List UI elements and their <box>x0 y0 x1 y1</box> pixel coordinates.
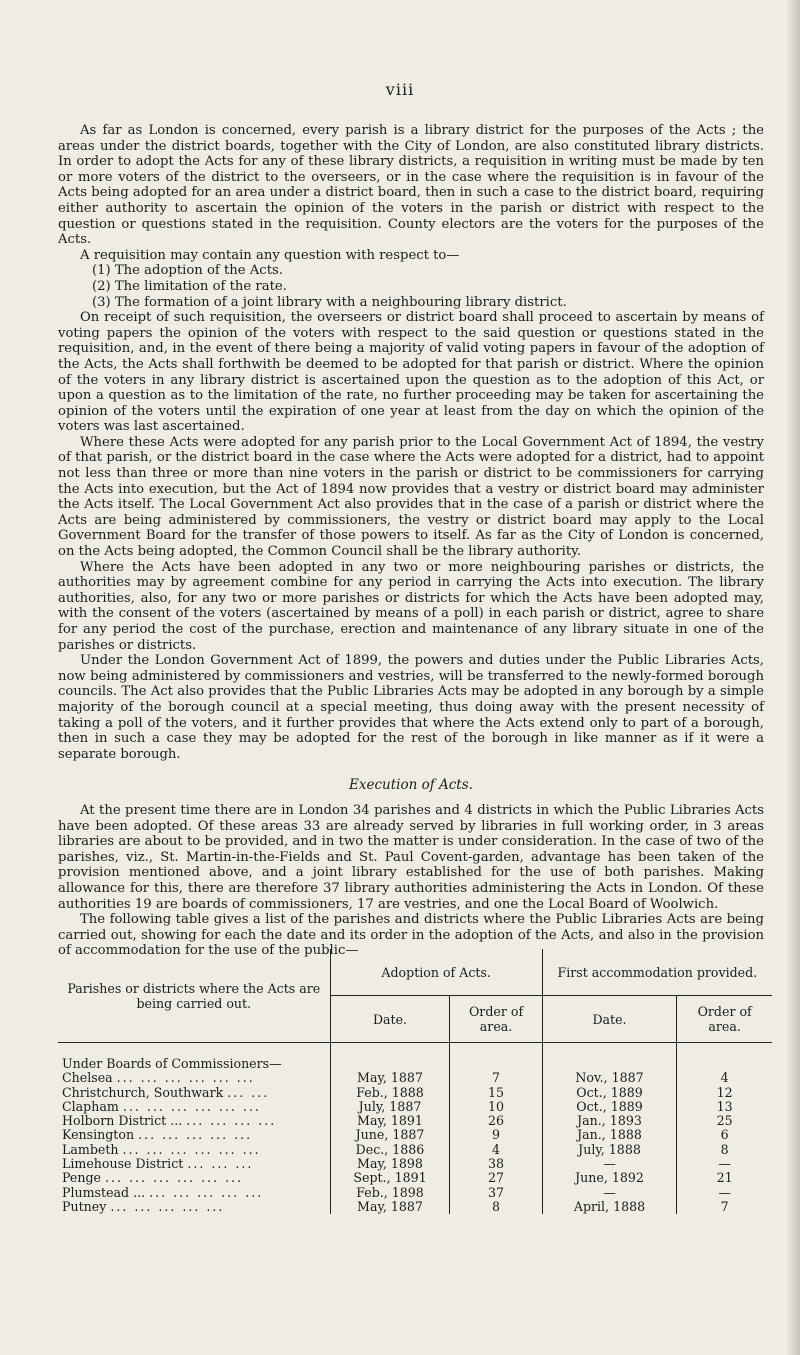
adoption-date-cell: Feb., 1898 <box>330 1186 450 1200</box>
table-row <box>58 1186 772 1200</box>
leader-dots: ... ... ... ... ... ... <box>122 1098 261 1114</box>
adoption-date-cell: May, 1887 <box>330 1071 450 1085</box>
paragraph: A requisition may contain any question with respect to— <box>80 247 460 263</box>
header-accommodation-date: Date. <box>542 996 677 1043</box>
adoption-order-cell: 4 <box>450 1143 542 1157</box>
paragraph: Under the London Government Act of 1899, the powers and duties under the Public Libraries Acts, now being administered by commissioners and vestries, will be transferred to the newly-formed borough councils. The Act also provides that the Public Libraries Acts may be adopted in any borough by a simple majority of the borough council at a special meeting, thus doing away with the present necessity of taking a poll of the voters, and it further provides that where the Acts extend only to part of a borough, then in such a case they may be adopted for the rest of the borough in like manner as if it were a separate borough. <box>58 653 764 762</box>
header-adoption-date: Date. <box>330 996 450 1043</box>
adoption-order-cell: 15 <box>450 1086 542 1100</box>
accommodation-order-cell: 13 <box>677 1100 772 1114</box>
parish-cell <box>58 1114 330 1128</box>
parish-cell <box>58 1186 330 1200</box>
accommodation-date-cell: — <box>542 1186 677 1200</box>
accommodation-order-cell: 8 <box>677 1143 772 1157</box>
adoption-order-cell: 10 <box>450 1100 542 1114</box>
paragraph: As far as London is concerned, every parish is a library district for the purposes of the Acts ; the areas under the district boards, together with the City of London, are also constituted library districts. In order to adopt the Acts for any of these library districts, a requisition in writing must be made by ten or more voters of the district to the overseers, or in the case where the requisition is in favour of the Acts being adopted for an area under a district board, then in such a case to the district board, requiring either authority to ascertain the opinion of the voters in the parish or district with respect to the question or questions stated in the requisition. County electors are the voters for the purposes of the Acts. <box>58 123 764 248</box>
adoption-date-cell: Feb., 1888 <box>330 1086 450 1100</box>
adoption-date-cell: May, 1891 <box>330 1114 450 1128</box>
accommodation-date-cell: — <box>542 1157 677 1171</box>
requisition-item <box>58 263 764 279</box>
accommodation-order-cell: 6 <box>677 1128 772 1142</box>
leader-dots: ... ... <box>227 1084 270 1100</box>
leader-dots: ... ... ... ... ... <box>138 1127 253 1143</box>
accommodation-order-cell: 25 <box>677 1114 772 1128</box>
parish-name: Plumstead ... <box>62 1184 146 1200</box>
parish-name: Clapham <box>62 1098 119 1114</box>
accommodation-date-cell: July, 1888 <box>542 1143 677 1157</box>
table-body <box>58 1043 772 1215</box>
table-row <box>58 1171 772 1185</box>
accommodation-date-cell: April, 1888 <box>542 1200 677 1214</box>
requisition-item <box>58 295 764 311</box>
accommodation-date-cell: June, 1892 <box>542 1171 677 1185</box>
adoption-order-cell: 9 <box>450 1128 542 1142</box>
parish-name: Penge <box>62 1170 101 1186</box>
table-row <box>58 1200 772 1214</box>
table-row <box>58 1143 772 1157</box>
parish-name: Christchurch, Southwark <box>62 1084 224 1100</box>
parish-name: Holborn District ... <box>62 1113 183 1129</box>
adoption-date-cell: May, 1887 <box>330 1200 450 1214</box>
body-text <box>58 123 764 959</box>
leader-dots: ... ... ... ... ... ... <box>122 1141 261 1157</box>
accommodation-date-cell: Nov., 1887 <box>542 1071 677 1085</box>
accommodation-order-cell: 21 <box>677 1171 772 1185</box>
adoption-date-cell: Dec., 1886 <box>330 1143 450 1157</box>
accommodation-order-cell: — <box>677 1186 772 1200</box>
page-number: viii <box>385 80 415 99</box>
leader-dots: ... ... ... ... ... <box>110 1198 225 1214</box>
requisition-item-text: (2) The limitation of the rate. <box>92 278 287 294</box>
parish-name: Limehouse District <box>62 1156 184 1172</box>
accommodation-date-cell: Oct., 1889 <box>542 1086 677 1100</box>
accommodation-order-cell: 12 <box>677 1086 772 1100</box>
parish-cell <box>58 1100 330 1114</box>
accommodation-order-cell: 7 <box>677 1200 772 1214</box>
adoption-order-cell: 37 <box>450 1186 542 1200</box>
adoption-date-cell: Sept., 1891 <box>330 1171 450 1185</box>
adoption-date-cell: July, 1887 <box>330 1100 450 1114</box>
adoption-date-cell: June, 1887 <box>330 1128 450 1142</box>
parish-cell <box>58 1171 330 1185</box>
table-row <box>58 1157 772 1171</box>
parish-name: Lambeth <box>62 1141 119 1157</box>
leader-dots: ... ... ... <box>187 1156 254 1172</box>
header-accommodation: First accommodation provided. <box>542 949 772 996</box>
accommodation-date-cell: Oct., 1889 <box>542 1100 677 1114</box>
parish-name: Chelsea <box>62 1070 113 1086</box>
page-edge-shadow <box>786 0 800 1355</box>
requisition-item <box>58 279 764 295</box>
header-adoption: Adoption of Acts. <box>330 949 542 996</box>
header-parish: Parishes or districts where the Acts are being carried out. <box>58 949 330 1043</box>
library-acts-table <box>58 949 772 1214</box>
parish-cell <box>58 1128 330 1142</box>
parish-cell <box>58 1071 330 1085</box>
paragraph: At the present time there are in London 34 parishes and 4 districts in which the Public Libraries Acts have been adopted. Of these areas 33 are already served by libraries in full working order, in 3 areas libraries are about to be provided, and in two the matter is under consideration. In the case of two of the parishes, viz., St. Martin-in-the-Fields and St. Paul Covent-garden, advantage has been taken of the provision mentioned above, and a joint library established for the use of both parishes. Making allowance for this, there are therefore 37 library authorities administering the Acts in London. Of these authorities 19 are boards of commissioners, 17 are vestries, and one the Local Board of Woolwich. <box>58 802 764 912</box>
requisition-item-text: (3) The formation of a joint library with a neighbouring library district. <box>92 294 567 310</box>
paragraph: Where these Acts were adopted for any parish prior to the Local Government Act of 1894, the vestry of that parish, or the district board in the case where the Acts were adopted for a district, had to appoint not less than three or more than nine voters in the parish or district to be commissioners for carrying the Acts into execution, but the Act of 1894 now provides that a vestry or district board may administer the Acts itself. The Local Government Act also provides that in the case of a parish or district where the Acts are being administered by commissioners, the vestry or district board may apply to the Local Government Board for the transfer of those powers to itself. As far as the City of London is concerned, on the Acts being adopted, the Common Council shall be the library authority. <box>58 434 764 560</box>
table-row <box>58 1071 772 1085</box>
adoption-order-cell: 26 <box>450 1114 542 1128</box>
accommodation-order-cell: — <box>677 1157 772 1171</box>
header-accommodation-order: Order of area. <box>677 996 772 1043</box>
table-row <box>58 1114 772 1128</box>
table-row <box>58 1100 772 1114</box>
accommodation-order-cell: 4 <box>677 1071 772 1085</box>
table-row <box>58 1128 772 1142</box>
parish-cell <box>58 1086 330 1100</box>
adoption-order-cell: 8 <box>450 1200 542 1214</box>
accommodation-date-cell: Jan., 1888 <box>542 1128 677 1142</box>
parish-name: Putney <box>62 1198 107 1214</box>
leader-dots: ... ... ... ... ... ... <box>105 1170 244 1186</box>
header-adoption-order: Order of area. <box>450 996 542 1043</box>
table-row <box>58 1086 772 1100</box>
adoption-date-cell: May, 1898 <box>330 1157 450 1171</box>
section-title: Execution of Acts. <box>349 777 473 794</box>
leader-dots: ... ... ... ... ... ... <box>116 1070 255 1086</box>
adoption-order-cell: 7 <box>450 1071 542 1085</box>
paragraph: On receipt of such requisition, the overseers or district board shall proceed to ascertain by means of voting papers the opinion of the voters with respect to the said question or questions stated in the requisition, and, in the event of there being a majority of valid voting papers in favour of the adoption of the Acts, the Acts shall forthwith be deemed to be adopted for that parish or district. Where the opinion of the voters in any library district is ascertained upon the question as to the adoption of this Act, or upon a question as to the limitation of the rate, no further proceeding may be taken for ascertaining the opinion of the voters until the expiration of one year at least from the day on which the opinion of the voters was last ascertained. <box>58 310 764 435</box>
leader-dots: ... ... ... ... <box>186 1113 277 1129</box>
parish-cell <box>58 1157 330 1171</box>
parish-cell <box>58 1200 330 1214</box>
accommodation-date-cell: Jan., 1893 <box>542 1114 677 1128</box>
requisition-item-text: (1) The adoption of the Acts. <box>92 263 283 279</box>
leader-dots: ... ... ... ... ... <box>149 1184 264 1200</box>
adoption-order-cell: 38 <box>450 1157 542 1171</box>
adoption-order-cell: 27 <box>450 1171 542 1185</box>
parish-name: Kensington <box>62 1127 135 1143</box>
parish-cell <box>58 1143 330 1157</box>
group-label: Under Boards of Commissioners— <box>62 1056 282 1071</box>
paragraph: The following table gives a list of the parishes and districts where the Public Libraries Acts are being carried out, showing for each the date and its order in the adoption of the Acts, and also in the provision of accommodation for the use of the public— <box>58 912 764 959</box>
paragraph: Where the Acts have been adopted in any two or more neighbouring parishes or districts, the authorities may by agreement combine for any period in carrying the Acts into execution. The library authorities, also, for any two or more parishes or districts for which the Acts have been adopted may, with the consent of the voters (ascertained by means of a poll) in each parish or district, agree to share for any period the cost of the purchase, erection and maintenance of any library situate in one of the parishes or districts. <box>58 559 764 653</box>
